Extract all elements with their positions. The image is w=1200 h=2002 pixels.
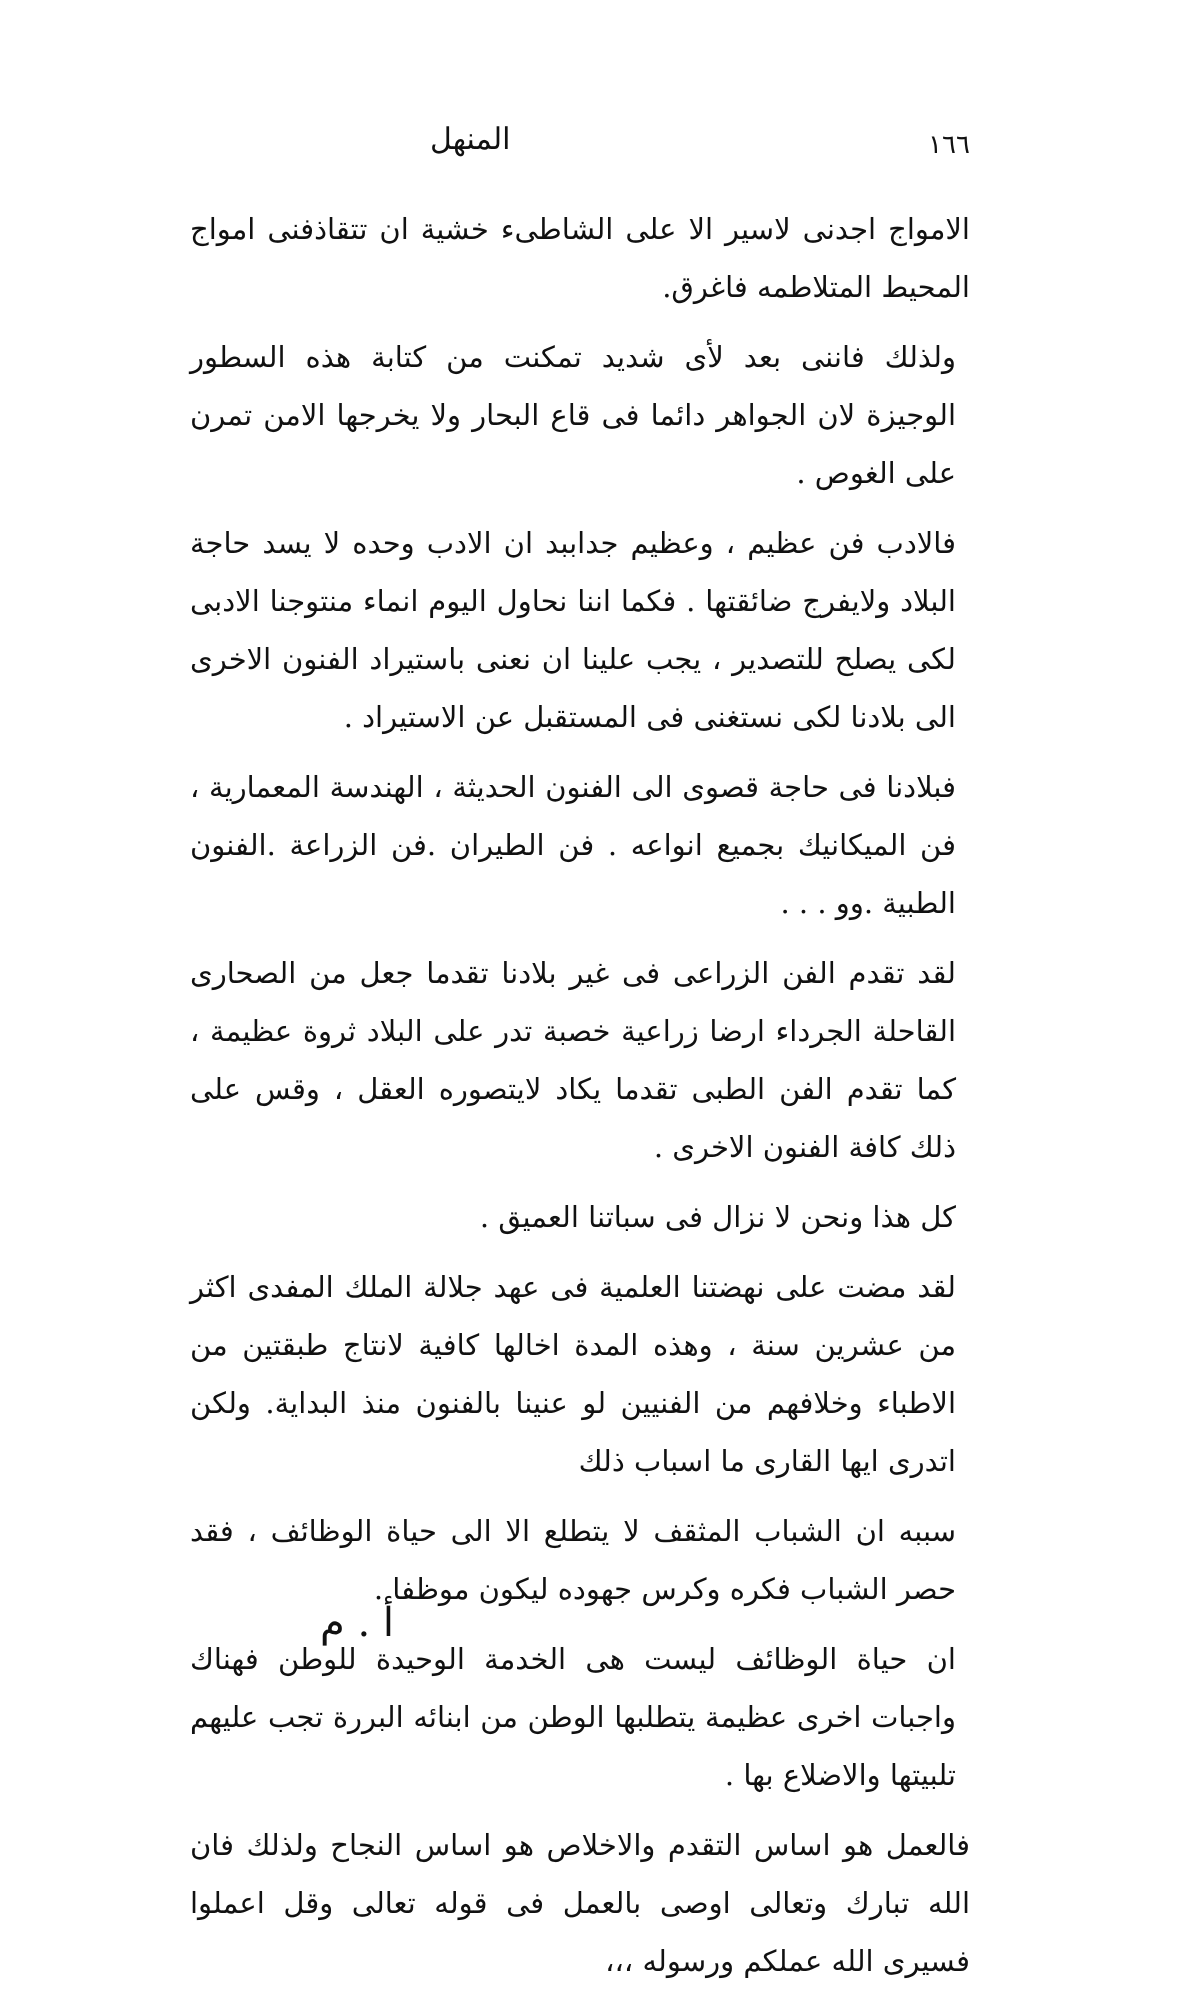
paragraph-9: ان حياة الوظائف ليست هى الخدمة الوحيدة للوطن فهناك واجبات اخرى عظيمة يتطلبها الوطن من ابنائه البررة تجب عليهم تلبيتها والاضلاع بها . bbox=[190, 1642, 956, 1792]
author-signature: أ . م bbox=[320, 1600, 395, 1646]
paragraph-2: ولذلك فاننى بعد لأى شديد تمكنت من كتابة هذه السطور الوجيزة لان الجواهر دائما فى قاع البحار ولا يخرجها الامن تمرن على الغوص . bbox=[190, 340, 956, 490]
page-header bbox=[190, 122, 970, 172]
paragraph-7: لقد مضت على نهضتنا العلمية فى عهد جلالة الملك المفدى اكثر من عشرين سنة ، وهذه المدة اخالها كافية لانتاج طبقتين من الاطباء وخلافهم من الفنيين لو عنينا بالفنون منذ البداية. ولكن اتدرى ايها القارى ما اسباب ذلك bbox=[190, 1270, 956, 1478]
paragraph-10: فالعمل هو اساس التقدم والاخلاص هو اساس النجاح ولذلك فان الله تبارك وتعالى اوصى بالعمل فى قوله تعالى وقل اعملوا فسيرى الله عملكم ورسوله ،،، bbox=[190, 1828, 970, 1978]
running-title: المنهل bbox=[430, 122, 511, 157]
paragraph-6: كل هذا ونحن لا نزال فى سباتنا العميق . bbox=[479, 1200, 956, 1234]
paragraph-8: سببه ان الشباب المثقف لا يتطلع الا الى حياة الوظائف ، فقد حصر الشباب فكره وكرس جهوده ليكون موظفا . bbox=[190, 1514, 956, 1606]
paragraph-1: الامواج اجدنى لاسير الا على الشاطىء خشية ان تتقاذفنى امواج المحيط المتلاطمه فاغرق. bbox=[190, 212, 970, 304]
article-body bbox=[190, 200, 970, 2002]
paragraph-5: لقد تقدم الفن الزراعى فى غير بلادنا تقدما جعل من الصحارى القاحلة الجرداء ارضا زراعية خصبة تدر على البلاد ثروة عظيمة ، كما تقدم الفن الطبى تقدما يكاد لايتصوره العقل ، وقس على ذلك كافة الفنون الاخرى . bbox=[190, 956, 956, 1164]
paragraph-3: فالادب فن عظيم ، وعظيم جداببد ان الادب وحده لا يسد حاجة البلاد ولايفرج ضائقتها . فكما اننا نحاول اليوم انماء منتوجنا الادبى لكى يصلح للتصدير ، يجب علينا ان نعنى باستيراد الفنون الاخرى الى بلادنا لكى نستغنى فى المستقبل عن الاستيراد . bbox=[190, 526, 956, 734]
page-number: ١٦٦ bbox=[928, 130, 970, 160]
paragraph-4: فبلادنا فى حاجة قصوى الى الفنون الحديثة ، الهندسة المعمارية ، فن الميكانيك بجميع انواعه . فن الطيران .فن الزراعة .الفنون الطبية .وو . . . bbox=[190, 770, 956, 920]
